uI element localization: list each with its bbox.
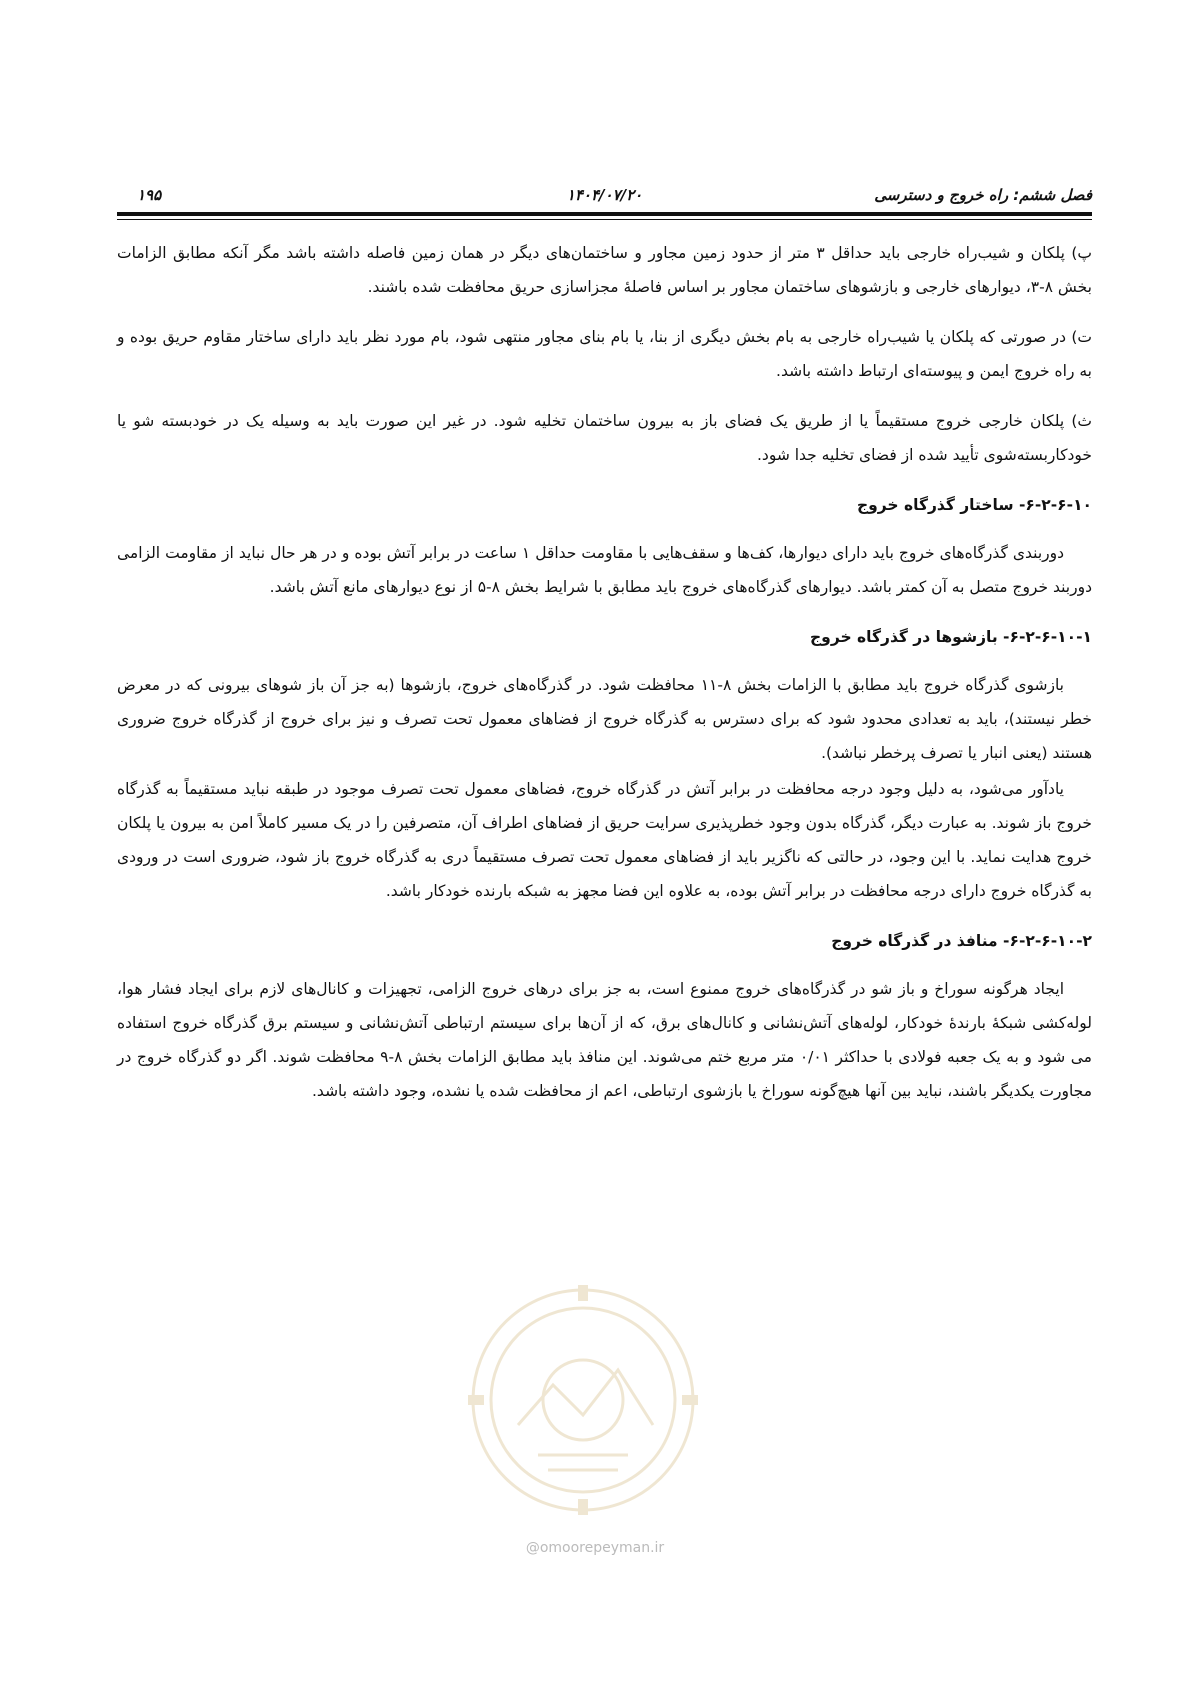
paragraph-penetrations: ایجاد هرگونه سوراخ و باز شو در گذرگاه‌های خروج ممنوع است، به جز برای درهای خروج الزامی، تجهیزات و کانال‌های لازم برای ایجاد فشار هوا، لوله‌کشی شبکهٔ بارندهٔ خودکار، لوله‌های آتش‌نشانی و کانال‌های برق، که از آن‌ها برای سیستم ارتباطی آتش‌نشانی و سیستم برق گذرگاه خروج استفاده می شود و به یک جعبه فولادی با حداکثر ۰/۰۱ متر مربع ختم می‌شوند. این منافذ باید مطابق الزامات بخش ۸-۹ محافظت شوند. اگر دو گذرگاه خروج در مجاورت یکدیگر باشند، نباید بین آنها هیچ‌گونه سوراخ یا بازشوی ارتباطی، اعم از محافظت شده یا نشده، وجود داشته باشد. xyxy=(117,980,1092,1100)
header-rule-thin xyxy=(117,219,1092,220)
page-body xyxy=(117,236,1092,1124)
paragraph-pe: پ) پلکان و شیب‌راه خارجی باید حداقل ۳ متر از حدود زمین مجاور و ساختمان‌های دیگر در همان زمین فاصله داشته باشد مگر آنکه مطابق الزامات بخش ۸-۳، دیوارهای خارجی و بازشوهای ساختمان مجاور بر اساس فاصلهٔ مجزاسازی حریق محافظت شده باشند. xyxy=(117,244,1092,296)
paragraph-exit-passage-construction: دوربندی گذرگاه‌های خروج باید دارای دیوارها، کف‌ها و سقف‌هایی با مقاومت حداقل ۱ ساعت در برابر آتش بوده و در هر حال نباید از مقاومت الزامی دوربند خروج متصل به آن کمتر باشد. دیوارهای گذرگاه‌های خروج باید مطابق با شرایط بخش ۸-۵ از نوع دیوارهای مانع آتش باشد. xyxy=(117,544,1092,596)
paragraph-openings-b: یادآور می‌شود، به دلیل وجود درجه محافظت در برابر آتش در گذرگاه خروج، فضاهای معمول تحت تصرف موجود در طبقه نباید مستقیماً به گذرگاه خروج باز شوند. به عبارت دیگر، گذرگاه بدون وجود خطرپذیری سرایت حریق از فضاهای اطراف آن، متصرفین را در یک مسیر کاملاً امن به بیرون یا پلکان خروج هدایت نماید. با این وجود، در حالتی که ناگزیر باید از فضاهای معمول تحت تصرف مستقیماً دری به گذرگاه خروج باز شود، ضروری است در ورودی به گذرگاه خروج دارای درجه محافظت در برابر آتش بوده، به علاوه این فضا مجهز به شبکه بارنده خودکار باشد. xyxy=(117,780,1092,900)
header-rule-thick xyxy=(117,212,1092,216)
paragraph-se: ث) پلکان خارجی خروج مستقیماً یا از طریق یک فضای باز به بیرون ساختمان تخلیه شود. در غیر این صورت باید به وسیله یک در خودبسته شو یا خودکاربسته‌شوی تأیید شده از فضای تخلیه جدا شود. xyxy=(117,412,1092,464)
page-number: ۱۹۵ xyxy=(137,186,162,204)
watermark-logo-icon xyxy=(458,1275,708,1525)
heading-openings-in-exit-passage: ۶-۲-۶-۱۰-۱- بازشوها در گذرگاه خروج xyxy=(810,628,1092,646)
paragraph-openings-a: بازشوی گذرگاه خروج باید مطابق با الزامات بخش ۸-۱۱ محافظت شود. در گذرگاه‌های خروج، بازشوها (به جز آن باز شوهای بیرونی که در معرض خطر نیستند)، باید به تعدادی محدود شود که برای دسترس به گذرگاه خروج از فضاهای معمول تحت تصرف و نیز برای خروج از گذرگاه خروج ضروری هستند (یعنی انبار یا تصرف پرخطر نباشد). xyxy=(117,676,1092,762)
heading-exit-passage-construction: ۶-۲-۶-۱۰- ساختار گذرگاه خروج xyxy=(856,496,1092,514)
paragraph-te: ت) در صورتی که پلکان یا شیب‌راه خارجی به بام بخش دیگری از بنا، یا بام بنای مجاور منتهی شود، بام مورد نظر باید دارای ساختار مقاوم حریق بوده و به راه خروج ایمن و پیوسته‌ای ارتباط داشته باشد. xyxy=(117,328,1092,380)
page-header xyxy=(117,182,1092,208)
header-date: ۱۴۰۴/۰۷/۲۰ xyxy=(566,186,643,204)
heading-penetrations-in-exit-passage: ۶-۲-۶-۱۰-۲- منافذ در گذرگاه خروج xyxy=(831,932,1092,950)
watermark-text: @omoorepeyman.ir xyxy=(525,1540,665,1556)
chapter-title: فصل ششم: راه خروج و دسترسی xyxy=(874,186,1092,204)
